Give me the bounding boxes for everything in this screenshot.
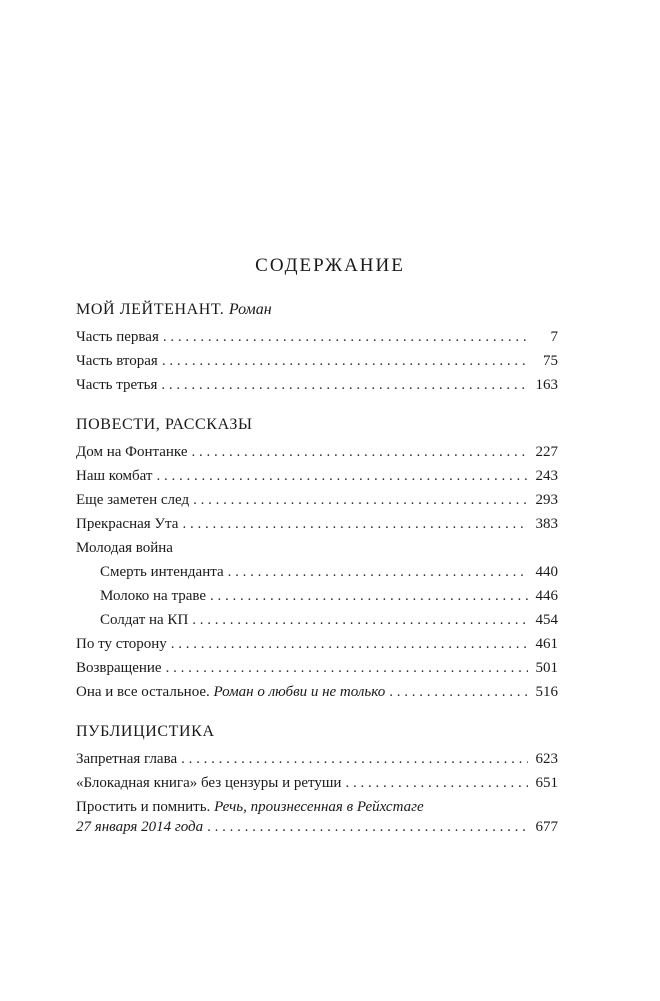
toc-entry[interactable] <box>76 327 558 351</box>
leader-dots <box>166 658 528 678</box>
entry-title: Запретная глава <box>76 751 178 767</box>
entry-page-number: 293 <box>535 492 558 508</box>
toc-section-journalism <box>76 722 558 841</box>
entry-title: Наш комбат <box>76 468 153 484</box>
entry-page-number: 501 <box>535 660 558 676</box>
entry-title: Молодая война <box>76 540 173 556</box>
leader-dots <box>389 682 528 702</box>
toc-entry[interactable] <box>76 682 558 706</box>
toc-section-novel <box>76 300 558 399</box>
entry-page-number: 454 <box>535 612 558 628</box>
toc-entry[interactable] <box>76 514 558 538</box>
entry-page-number: 461 <box>535 636 558 652</box>
section-heading <box>76 415 558 435</box>
entry-page-number: 677 <box>535 819 558 835</box>
leader-dots <box>192 610 528 630</box>
entry-page-number: 163 <box>535 377 558 393</box>
entry-title: «Блокадная книга» без цензуры и ретуши <box>76 775 342 791</box>
entry-title-main: Она и все остальное. <box>76 684 210 700</box>
entry-page-number: 651 <box>535 775 558 791</box>
toc-entry[interactable] <box>76 562 558 586</box>
entry-title: Часть третья <box>76 377 158 393</box>
leader-dots <box>181 749 528 769</box>
leader-dots <box>207 817 528 837</box>
entry-page-number: 227 <box>535 444 558 460</box>
entry-page-number: 383 <box>535 516 558 532</box>
leader-dots <box>192 442 529 462</box>
section-heading <box>76 300 558 320</box>
entry-title <box>76 682 385 702</box>
entry-page-number: 7 <box>550 329 558 345</box>
entry-page-number: 440 <box>535 564 558 580</box>
leader-dots <box>182 514 528 534</box>
toc-entry[interactable] <box>76 658 558 682</box>
leader-dots <box>345 773 528 793</box>
entry-page-number: 75 <box>543 353 558 369</box>
page-title: СОДЕРЖАНИЕ <box>255 255 405 276</box>
entry-title: Прекрасная Ута <box>76 516 179 532</box>
toc-section-stories <box>76 415 558 706</box>
entry-title-line <box>76 817 558 841</box>
leader-dots <box>171 634 528 654</box>
entry-title: Возвращение <box>76 660 162 676</box>
entry-title: Часть первая <box>76 329 159 345</box>
toc-entry[interactable] <box>76 586 558 610</box>
section-subtitle: Роман <box>228 301 272 318</box>
entry-subtitle: Роман о любви и не только <box>213 684 386 700</box>
toc-group-heading[interactable] <box>76 538 558 562</box>
entry-page-number: 623 <box>535 751 558 767</box>
section-title: ПОВЕСТИ, РАССКАЗЫ <box>76 416 253 433</box>
entry-title: Часть вторая <box>76 353 158 369</box>
leader-dots <box>163 327 528 347</box>
leader-dots <box>156 466 528 486</box>
toc-entry[interactable] <box>76 634 558 658</box>
entry-title: Еще заметен след <box>76 492 190 508</box>
toc-entry[interactable] <box>76 749 558 773</box>
toc-entry[interactable] <box>76 610 558 634</box>
entry-title: Смерть интенданта <box>100 564 224 580</box>
toc-entry[interactable] <box>76 773 558 797</box>
leader-dots <box>228 562 528 582</box>
leader-dots <box>161 375 528 395</box>
toc-entry[interactable] <box>76 442 558 466</box>
section-heading <box>76 722 558 742</box>
leader-dots <box>193 490 528 510</box>
entry-subtitle-continued: 27 января 2014 года <box>76 819 204 835</box>
entry-title-line <box>76 797 558 817</box>
toc-entry[interactable] <box>76 351 558 375</box>
leader-dots <box>210 586 528 606</box>
entry-page-number: 243 <box>535 468 558 484</box>
entry-title: Простить и помнить. <box>76 799 211 815</box>
toc-entry[interactable] <box>76 797 558 841</box>
entry-title: По ту сторону <box>76 636 167 652</box>
toc-entry[interactable] <box>76 375 558 399</box>
toc-entry[interactable] <box>76 466 558 490</box>
entry-page-number: 446 <box>535 588 558 604</box>
toc-entry[interactable] <box>76 490 558 514</box>
entry-title: Дом на Фонтанке <box>76 444 188 460</box>
entry-page-number: 516 <box>535 684 558 700</box>
entry-title: Молоко на траве <box>100 588 207 604</box>
section-title: МОЙ ЛЕЙТЕНАНТ. <box>76 301 225 318</box>
section-title: ПУБЛИЦИСТИКА <box>76 723 215 740</box>
leader-dots <box>162 351 528 371</box>
entry-title: Солдат на КП <box>100 612 189 628</box>
entry-subtitle: Речь, произнесенная в Рейхстаге <box>214 799 424 815</box>
table-of-contents <box>76 300 558 857</box>
